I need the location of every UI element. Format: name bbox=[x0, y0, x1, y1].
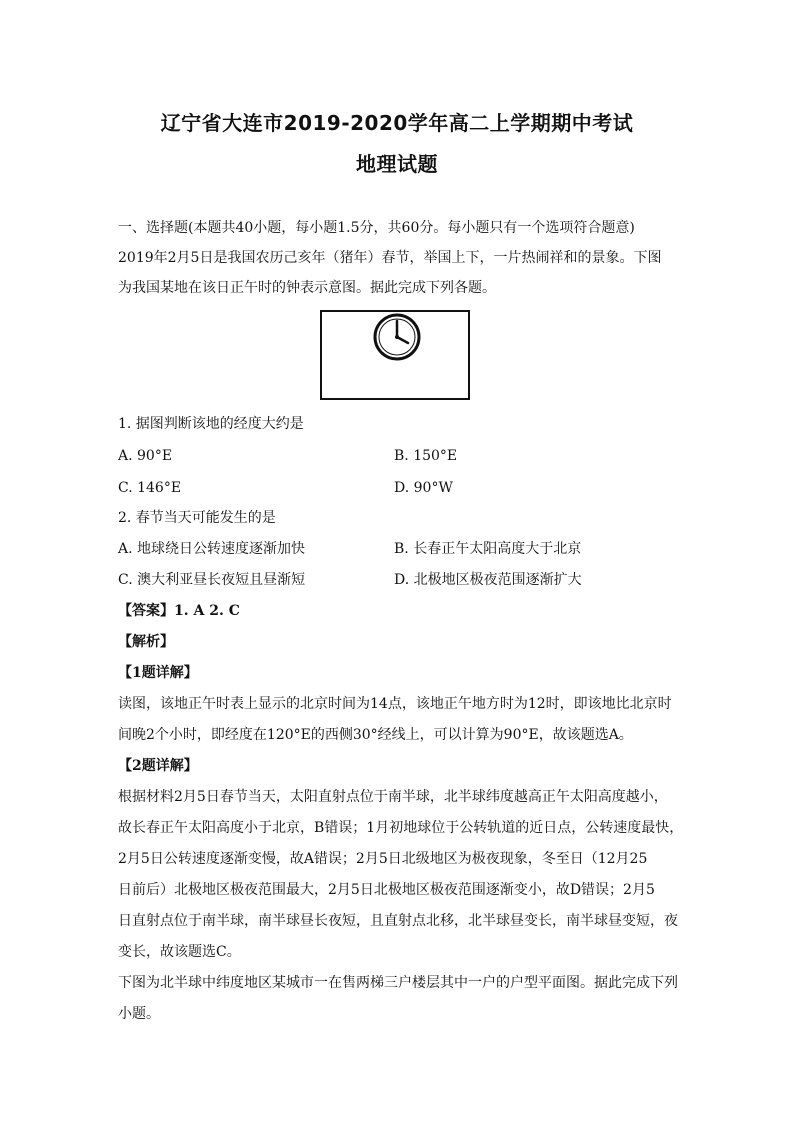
answer-label: 【答案】1. A 2. C bbox=[118, 603, 240, 619]
question-2-stem: 2. 春节当天可能发生的是 bbox=[118, 510, 276, 526]
q2-detail-line-1: 根据材料2月5日春节当天，太阳直射点位于南半球，北半球纬度越高正午太阳高度越小， bbox=[118, 789, 668, 805]
question-2-option-d: D. 北极地区极夜范围逐渐扩大 bbox=[394, 572, 582, 588]
q2-detail-line-3: 2月5日公转速度逐渐变慢，故A错误；2月5日北级地区为极夜现象，冬至日（12月25 bbox=[118, 851, 648, 867]
q1-detail-line-2: 间晚2个小时，即经度在120°E的西侧30°经线上，可以计算为90°E，故该题选A。 bbox=[118, 727, 633, 743]
q2-detail-label: 【2题详解】 bbox=[118, 758, 198, 774]
q2-detail-line-6: 变长，故该题选C。 bbox=[118, 944, 241, 960]
question-2-option-c: C. 澳大利亚昼长夜短且昼渐短 bbox=[118, 572, 306, 588]
question-1-option-d: D. 90°W bbox=[394, 480, 453, 496]
next-intro-line-2: 小题。 bbox=[118, 1006, 160, 1022]
q2-detail-line-2: 故长春正午太阳高度小于北京，B错误；1月初地球位于公转轨道的近日点，公转速度最快， bbox=[118, 820, 684, 836]
question-1-option-b: B. 150°E bbox=[394, 448, 458, 464]
section-heading: 一、选择题(本题共40小题，每小题1.5分，共60分。每小题只有一个选项符合题意) bbox=[118, 220, 635, 236]
next-intro-line-1: 下图为北半球中纬度地区某城市一在售两梯三户楼层其中一户的户型平面图。据此完成下列 bbox=[118, 975, 678, 991]
q2-detail-line-5: 日直射点位于南半球，南半球昼长夜短，且直射点北移，北半球昼变长，南半球昼变短，夜 bbox=[118, 913, 678, 929]
clock-figure bbox=[320, 310, 470, 400]
question-2-option-b: B. 长春正午太阳高度大于北京 bbox=[394, 541, 582, 557]
question-2-option-a: A. 地球绕日公转速度逐渐加快 bbox=[118, 541, 306, 557]
document-title: 辽宁省大连市2019-2020学年高二上学期期中考试 bbox=[160, 111, 634, 135]
question-1-stem: 1. 据图判断该地的经度大约是 bbox=[118, 416, 304, 432]
analysis-label: 【解析】 bbox=[118, 634, 174, 650]
q1-detail-label: 【1题详解】 bbox=[118, 665, 198, 681]
q2-detail-line-4: 日前后）北极地区极夜范围最大，2月5日北极地区极夜范围逐渐变小，故D错误；2月5 bbox=[118, 882, 655, 898]
intro-line-1: 2019年2月5日是我国农历己亥年（猪年）春节，举国上下，一片热闹祥和的景象。下图 bbox=[118, 250, 662, 266]
question-1-option-c: C. 146°E bbox=[118, 480, 182, 496]
document-subtitle: 地理试题 bbox=[356, 152, 438, 176]
intro-line-2: 为我国某地在该日正午时的钟表示意图。据此完成下列各题。 bbox=[118, 280, 496, 296]
question-1-option-a: A. 90°E bbox=[118, 448, 173, 464]
q1-detail-line-1: 读图，该地正午时表上显示的北京时间为14点，该地正午地方时为12时，即该地比北京时 bbox=[118, 696, 672, 712]
clock-icon bbox=[322, 312, 468, 398]
